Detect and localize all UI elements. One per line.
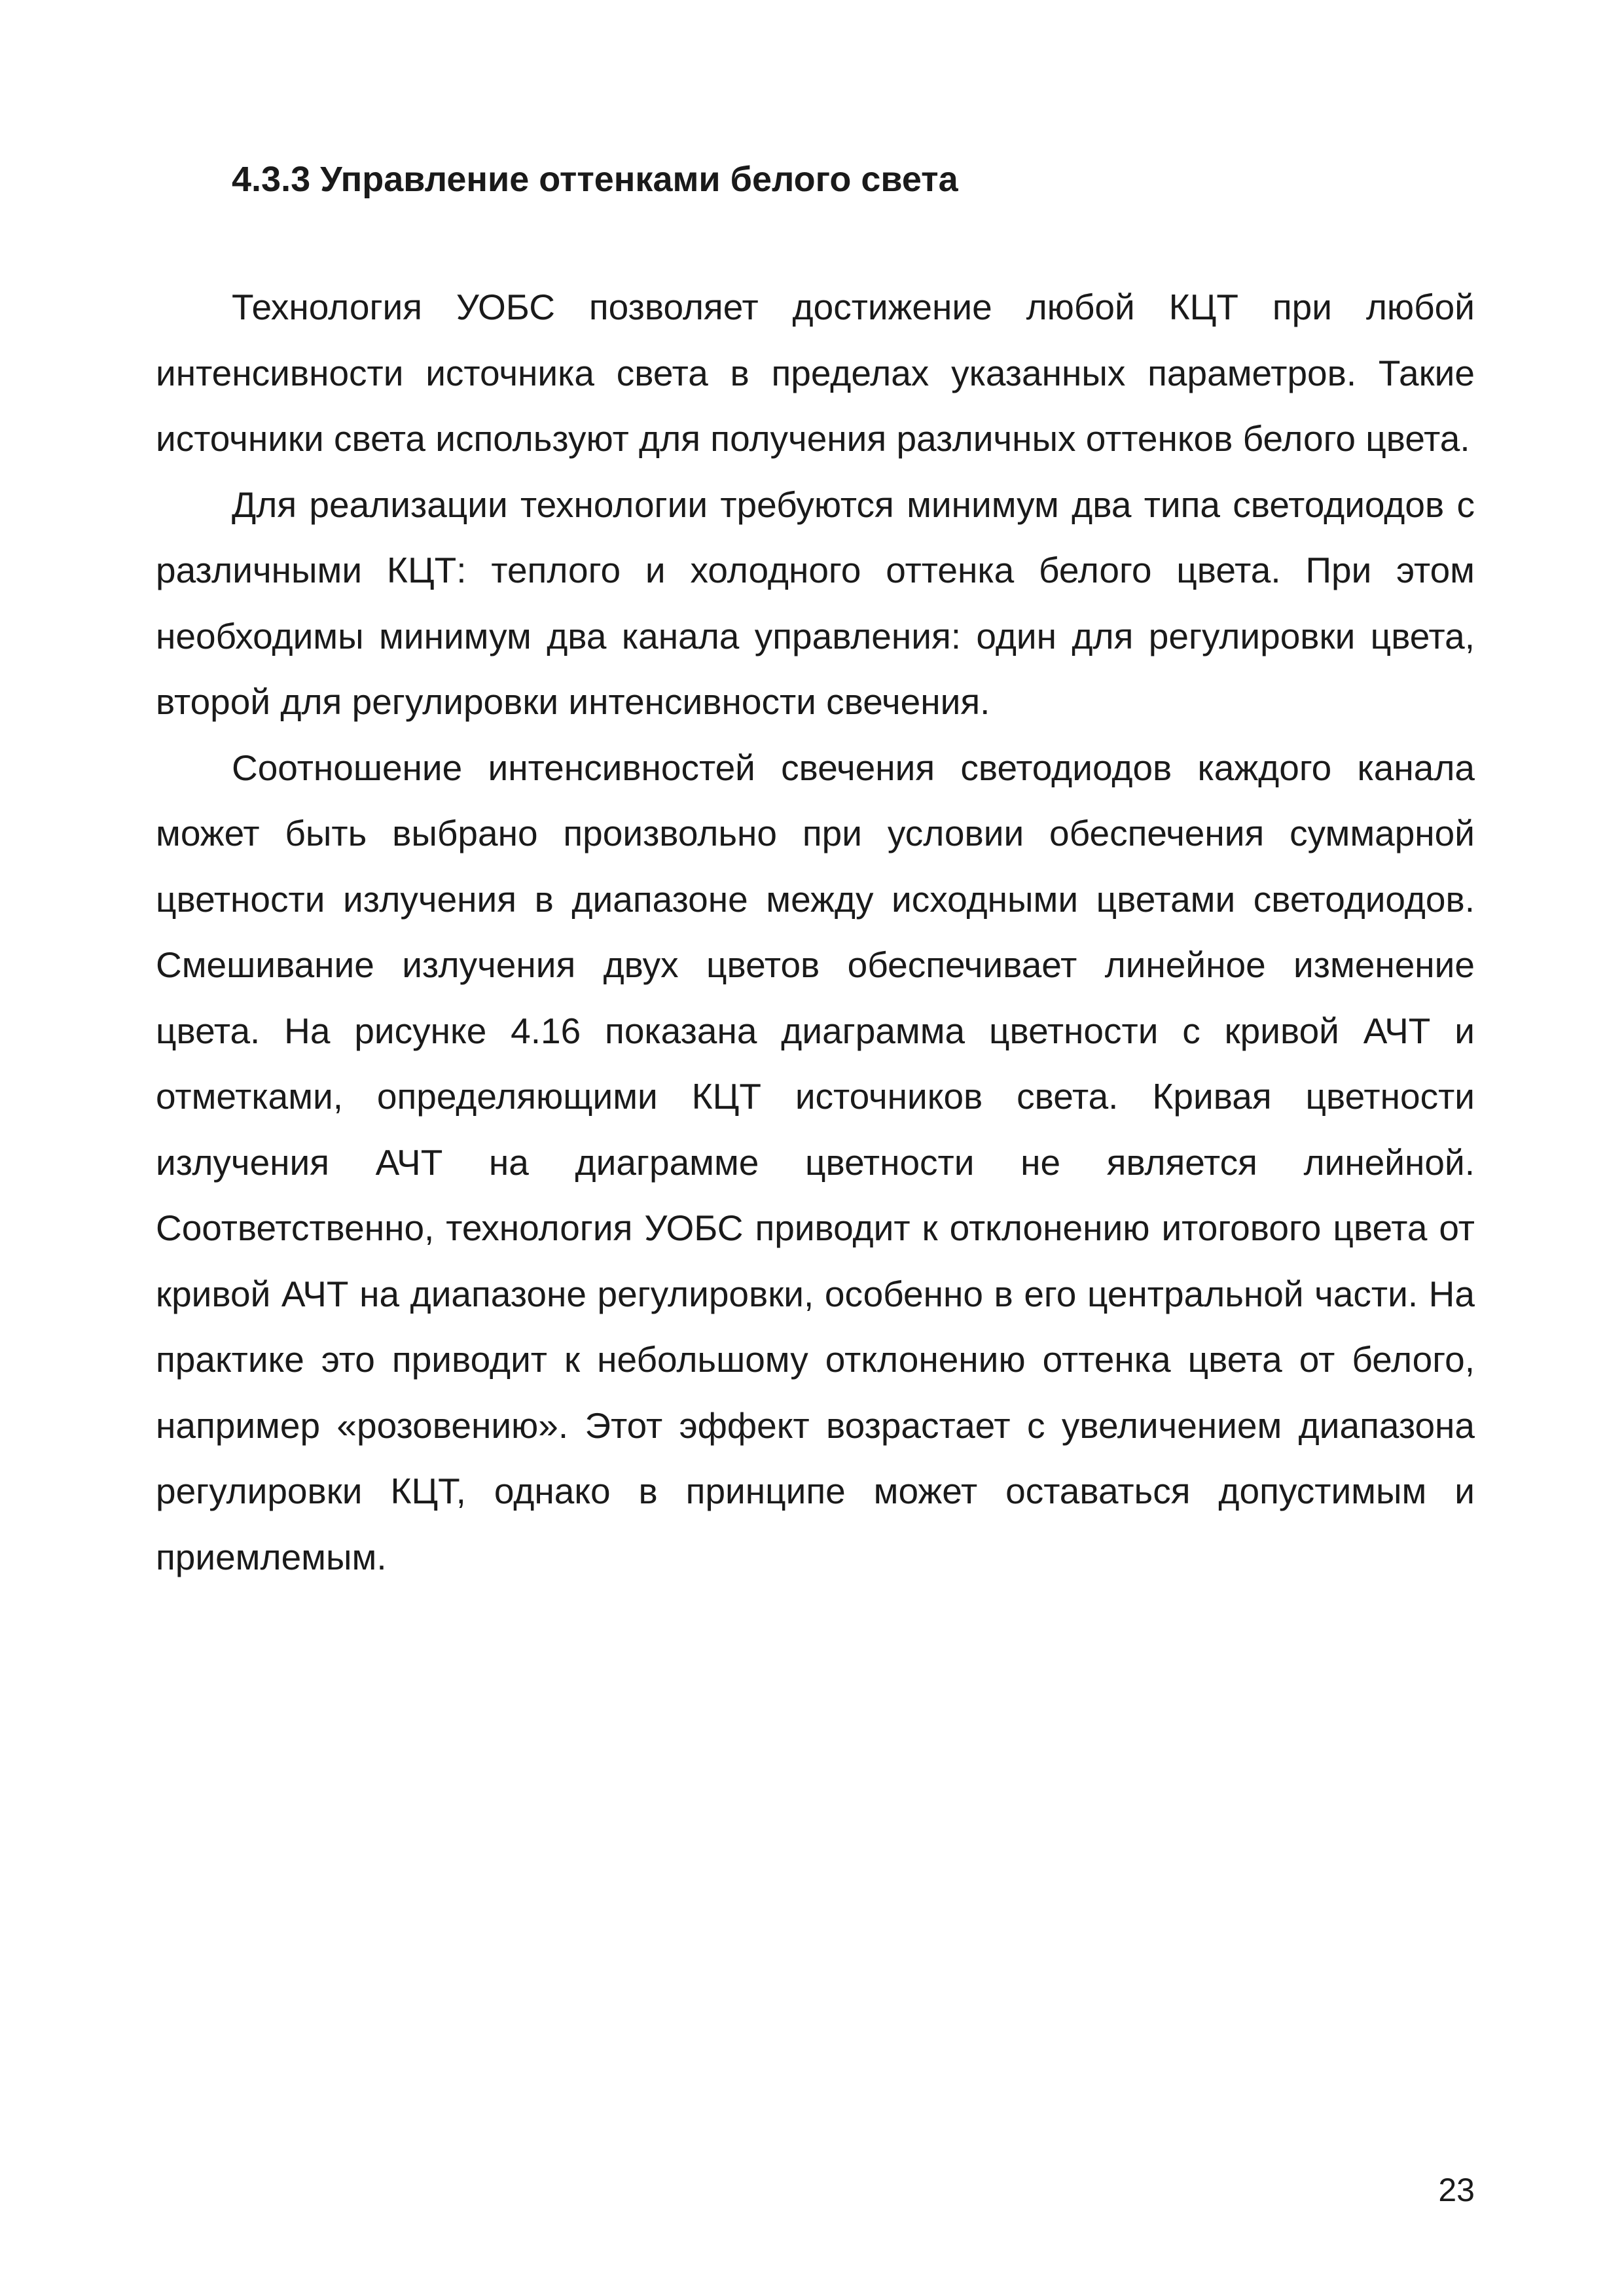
- paragraph-2: Для реализации технологии требуются минимум два типа светодиодов с различными КЦТ: теплого и холодного оттенка белого цвета. При этом необходимы минимум два канала управления: один для регулировки цвета, второй для регулировки интенсивности свечения.: [156, 484, 1475, 722]
- paragraph-3: Соотношение интенсивностей свечения светодиодов каждого канала может быть выбрано произвольно при условии обеспечения суммарной цветности излучения в диапазоне между исходными цветами светодиодов. Смешивание излучения двух цветов обеспечивает линейное изменение цвета. На рисунке 4.16 показана диаграмма цветности с кривой АЧТ и отметками, определяющими КЦТ источников света. Кривая цветности излучения АЧТ на диаграмме цветности не является линейной. Соответственно, технология УОБС приводит к отклонению итогового цвета от кривой АЧТ на диапазоне регулировки, особенно в его центральной части. На практике это приводит к небольшому отклонению оттенка цвета от белого, например «розовению». Этот эффект возрастает с увеличением диапазона регулировки КЦТ, однако в принципе может оставаться допустимым и приемлемым.: [156, 747, 1475, 1577]
- section-heading: 4.3.3 Управление оттенками белого света: [232, 160, 958, 199]
- page-number: 23: [1438, 2172, 1475, 2208]
- body-text: [156, 274, 1475, 1590]
- paragraph-1: Технология УОБС позволяет достижение любой КЦТ при любой интенсивности источника света в пределах указанных параметров. Такие источники света используют для получения различных оттенков белого цвета.: [156, 287, 1475, 459]
